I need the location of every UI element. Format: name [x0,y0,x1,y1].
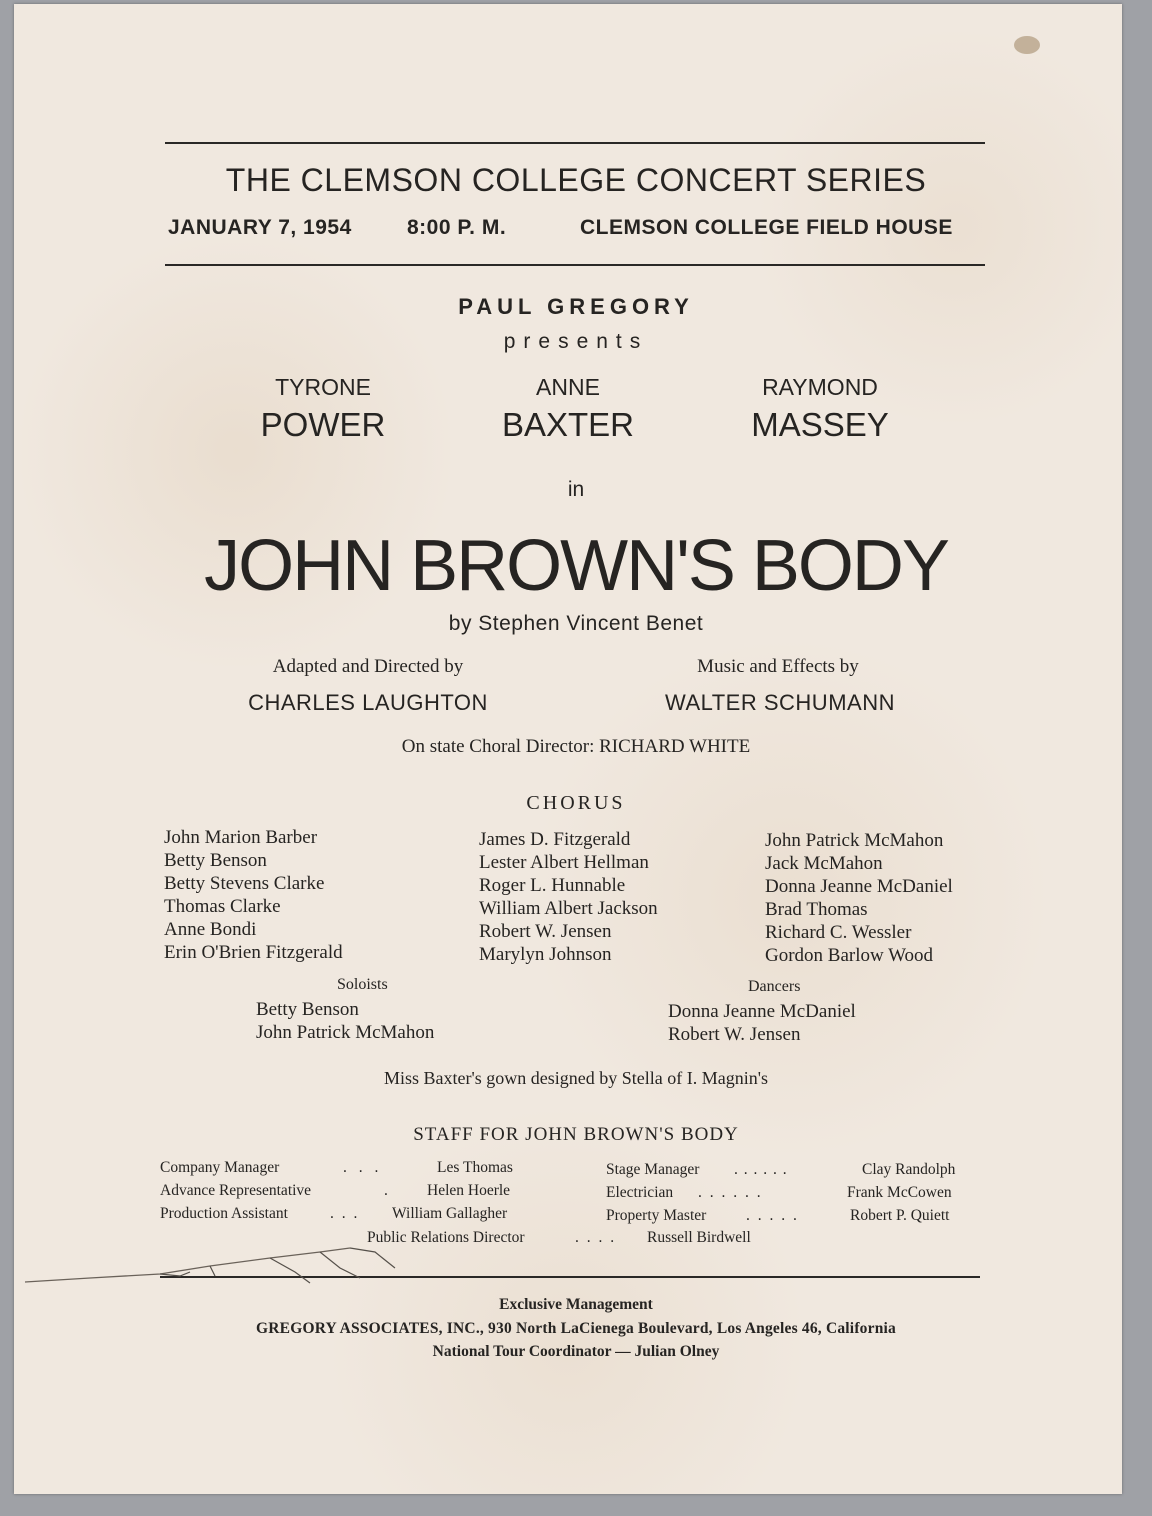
header-bottom-rule [165,264,985,266]
star-first-name: RAYMOND [762,374,878,400]
play-title: JOHN BROWN'S BODY [204,526,948,606]
staff-role: Public Relations Director [367,1229,525,1246]
presenter-name: PAUL GREGORY [458,294,694,319]
event-venue: CLEMSON COLLEGE FIELD HOUSE [580,216,953,239]
list-item: Robert W. Jensen [668,1024,801,1045]
list-item: Gordon Barlow Wood [765,945,934,966]
list-item: Erin O'Brien Fitzgerald [164,942,343,963]
list-item: Thomas Clarke [164,896,281,917]
event-time: 8:00 P. M. [407,216,507,239]
staff-role: Property Master [606,1207,707,1224]
chorus-column [765,829,953,967]
star-last-name: BAXTER [501,406,635,443]
management-address: GREGORY ASSOCIATES, INC., 930 North LaCienega Boulevard, Los Angeles 46, California [256,1320,896,1337]
list-item: Betty Benson [256,999,359,1020]
gown-credit: Miss Baxter's gown designed by Stella of I. Magnin's [384,1068,768,1088]
chorus-heading: CHORUS [526,792,626,814]
list-item: John Patrick McMahon [765,830,944,851]
staff-name: Helen Hoerle [427,1182,511,1199]
staff-name: Robert P. Quiett [850,1207,950,1224]
staff-dots: . . . . . . [734,1161,788,1178]
dancers-list [668,1000,856,1046]
soloists-heading: Soloists [337,976,388,993]
list-item: James D. Fitzgerald [479,829,631,850]
list-item: John Patrick McMahon [256,1022,435,1043]
choral-director-line: On state Choral Director: RICHARD WHITE [401,736,751,757]
staff-heading: STAFF FOR JOHN BROWN'S BODY [413,1124,739,1145]
star-last-name: POWER [260,406,386,443]
list-item: Lester Albert Hellman [479,852,649,873]
list-item: Jack McMahon [765,853,883,874]
list-item: Brad Thomas [765,899,868,920]
staff-name: Clay Randolph [862,1161,956,1178]
star-last-name: MASSEY [751,406,889,443]
staff-dots: . . . . . . [698,1184,763,1201]
author-line: by Stephen Vincent Benet [448,612,704,635]
top-rule [165,142,985,144]
list-item: Betty Stevens Clarke [164,873,325,894]
chorus-column [479,828,658,966]
dancers-heading: Dancers [748,978,801,995]
list-item: Donna Jeanne McDaniel [765,876,953,897]
list-item: Robert W. Jensen [479,921,612,942]
list-item: Anne Bondi [164,919,257,940]
music-label: Music and Effects by [697,656,859,677]
list-item: Richard C. Wessler [765,922,912,943]
in-word: in [567,478,585,501]
pencil-scribble [20,1238,400,1288]
staff-name: Frank McCowen [847,1184,952,1201]
presents-label: presents [503,330,649,353]
staff-dots: . [384,1182,388,1199]
staff-name: Les Thomas [437,1159,513,1176]
staff-dots: . . . . . [746,1207,799,1224]
staff-role: Production Assistant [160,1205,288,1222]
composer-name: WALTER SCHUMANN [665,690,895,715]
list-item: Betty Benson [164,850,267,871]
staff-name: William Gallagher [392,1205,508,1222]
list-item: William Albert Jackson [479,898,658,919]
list-item: John Marion Barber [164,827,318,848]
star-first-name: TYRONE [275,374,371,400]
staff-dots: . . . . [575,1229,617,1246]
soloists-list [256,998,434,1044]
series-title: THE CLEMSON COLLEGE CONCERT SERIES [225,162,927,198]
management-label: Exclusive Management [499,1296,653,1313]
list-item: Donna Jeanne McDaniel [668,1001,856,1022]
star-first-name: ANNE [536,374,600,400]
staff-dots: . . . [330,1205,360,1222]
list-item: Marylyn Johnson [479,944,612,965]
chorus-column [164,826,343,964]
adapter-name: CHARLES LAUGHTON [248,690,488,715]
staff-role: Advance Representative [160,1182,312,1199]
list-item: Roger L. Hunnable [479,875,626,896]
paper-stain [1014,36,1040,54]
staff-name: Russell Birdwell [647,1229,751,1246]
event-date: JANUARY 7, 1954 [168,216,352,239]
tour-coordinator: National Tour Coordinator — Julian Olney [432,1343,720,1360]
staff-role: Stage Manager [606,1161,700,1178]
adapted-label: Adapted and Directed by [272,656,464,677]
staff-role: Company Manager [160,1159,280,1176]
staff-role: Electrician [606,1184,674,1201]
staff-dots: . . . [343,1159,383,1176]
